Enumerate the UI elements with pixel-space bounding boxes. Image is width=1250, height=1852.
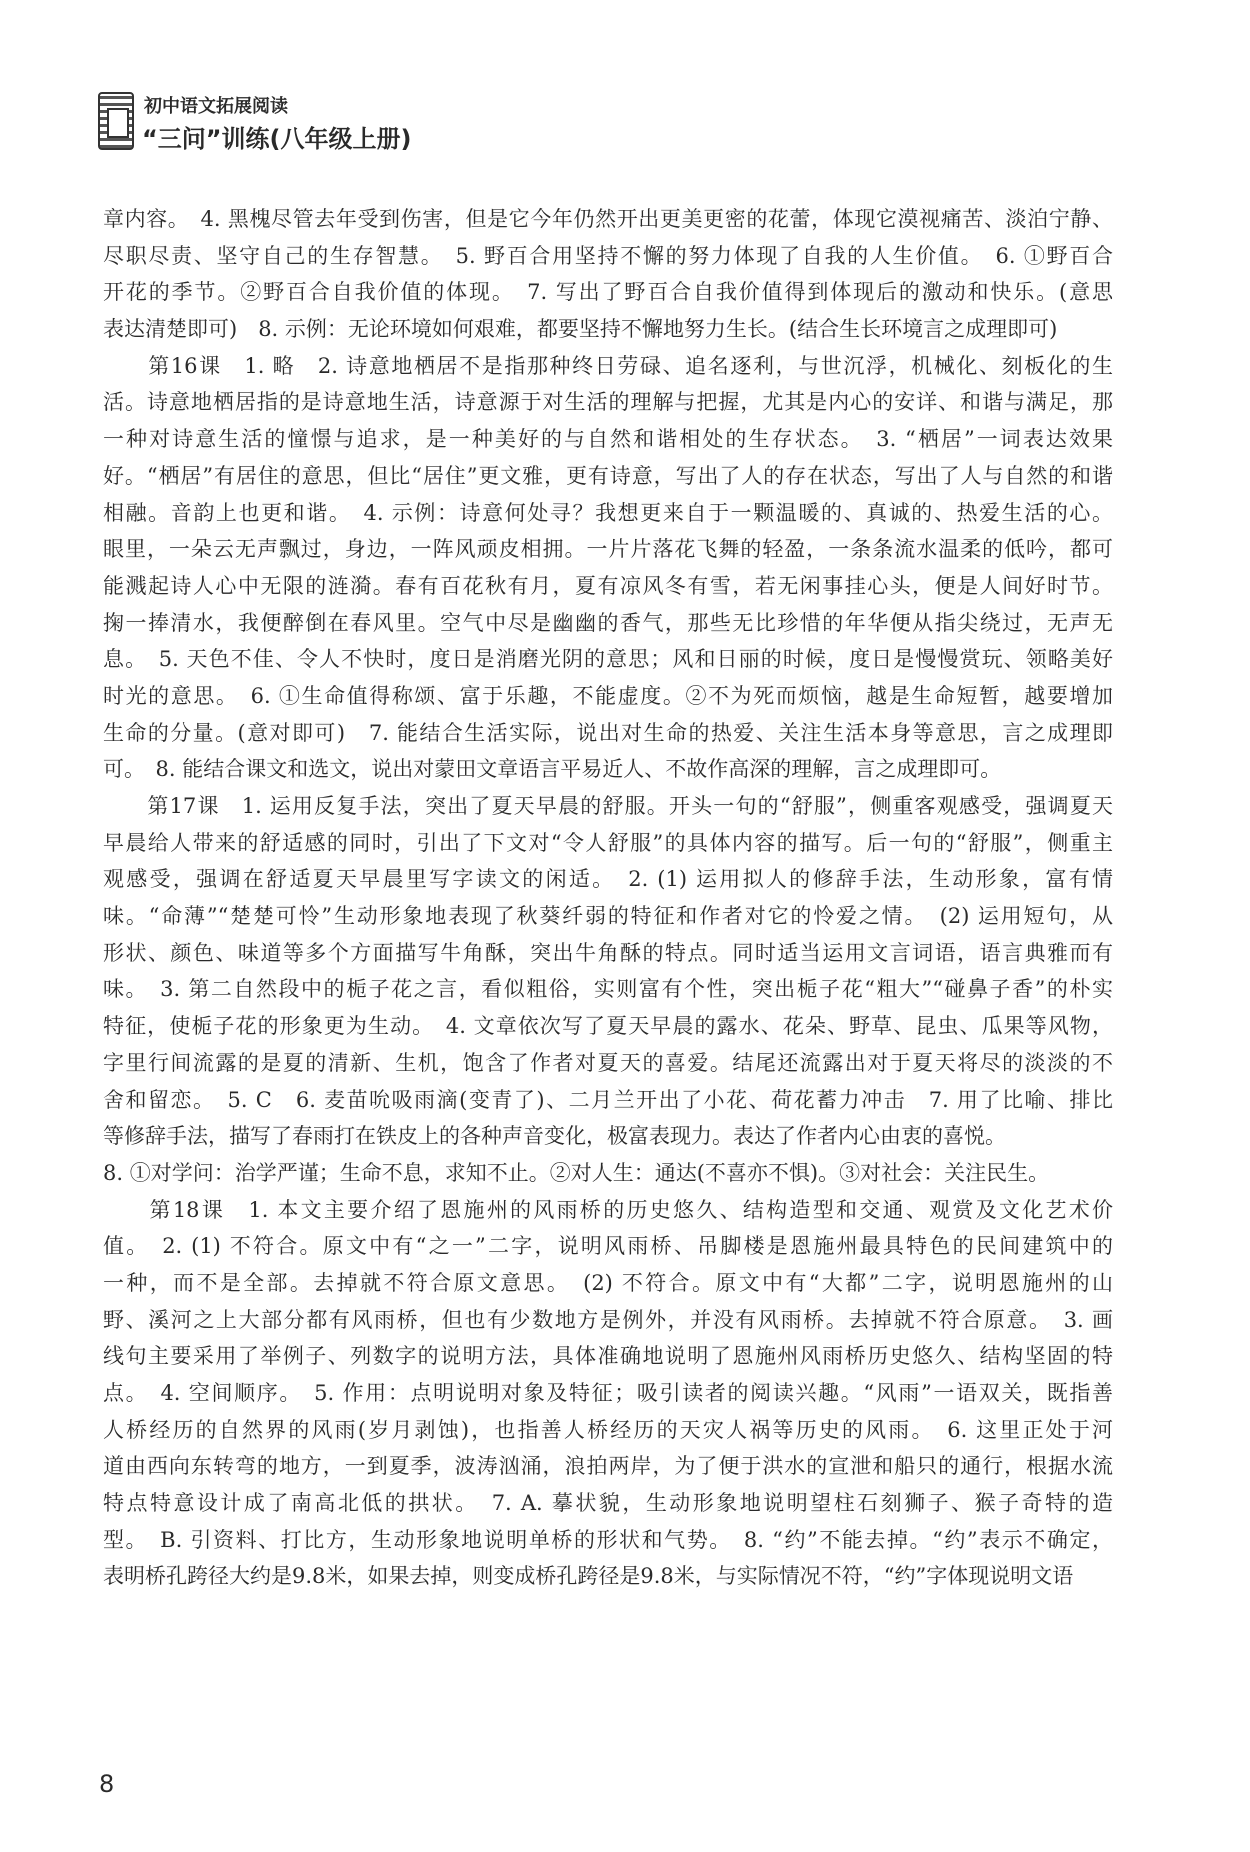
text-line: 值。 2. (1) 不符合。原文中有“之一”二字，说明风雨桥、吊脚楼是恩施州最具特色的民间建筑中的 bbox=[103, 1234, 1113, 1259]
text-line: 早晨给人带来的舒适感的同时，引出了下文对“令人舒服”的具体内容的描写。后一句的“舒服”，侧重主 bbox=[103, 830, 1113, 855]
text-line: 第16课 1. 略 2. 诗意地栖居不是指那种终日劳碌、追名逐利，与世沉浮，机械化、刻板化的生 bbox=[103, 353, 1113, 378]
text-line: 8. ①对学问：治学严谨；生命不息，求知不止。②对人生：通达(不喜亦不惧)。③对社会：关注民生。 bbox=[103, 1160, 1050, 1185]
text-line: 人桥经历的自然界的风雨(岁月剥蚀)，也指善人桥经历的天灾人祸等历史的风雨。 6. 这里正处于河 bbox=[103, 1417, 1113, 1442]
text-line: 息。 5. 天色不佳、令人不快时，度日是消磨光阴的意思；风和日丽的时候，度日是慢慢赏玩、领略美好 bbox=[103, 647, 1113, 672]
text-line: 点。 4. 空间顺序。 5. 作用：点明说明对象及特征；吸引读者的阅读兴趣。“风雨”一语双关，既指善 bbox=[103, 1381, 1113, 1405]
text-line: 味。“命薄”“楚楚可怜”生动形象地表现了秋葵纤弱的特征和作者对它的怜爱之情。 (2) 运用短句，从 bbox=[103, 904, 1113, 929]
text-line: 等修辞手法，描写了春雨打在铁皮上的各种声音变化，极富表现力。表达了作者内心由衷的喜悦。 bbox=[103, 1124, 1006, 1149]
text-line: 野、溪河之上大部分都有风雨桥，但也有少数地方是例外，并没有风雨桥。去掉就不符合原意。 3. 画 bbox=[103, 1307, 1113, 1332]
text-line: 舍和留恋。 5. C 6. 麦苗吮吸雨滴(变青了)、二月兰开出了小花、荷花蓄力冲击 7. 用了比喻、排比 bbox=[103, 1087, 1113, 1112]
text-line: 可。 8. 能结合课文和选文，说出对蒙田文章语言平易近人、不故作高深的理解，言之成理即可。 bbox=[103, 757, 1002, 782]
text-line: 特点特意设计成了南高北低的拱状。 7. A. 摹状貌，生动形象地说明望柱石刻狮子、猴子奇特的造 bbox=[103, 1491, 1113, 1516]
answer-text bbox=[103, 201, 1113, 1595]
text-line: 线句主要采用了举例子、列数字的说明方法，具体准确地说明了恩施州风雨桥历史悠久、结构坚固的特 bbox=[103, 1344, 1113, 1369]
book-title: “三问”训练(八年级上册) bbox=[142, 125, 412, 153]
text-line: 能溅起诗人心中无限的涟漪。春有百花秋有月，夏有凉风冬有雪，若无闲事挂心头，便是人间好时节。 bbox=[103, 573, 1113, 598]
text-line: 道由西向东转弯的地方，一到夏季，波涛汹涌，浪拍两岸，为了便于洪水的宣泄和船只的通行，根据水流 bbox=[103, 1454, 1113, 1479]
text-line: 时光的意思。 6. ①生命值得称颂、富于乐趣，不能虚度。②不为死而烦恼，越是生命短暂，越要增加 bbox=[103, 683, 1113, 708]
page-number: 8 bbox=[99, 1770, 115, 1798]
text-line: 味。 3. 第二自然段中的栀子花之言，看似粗俗，实则富有个性，突出栀子花“粗大”“碰鼻子香”的朴实 bbox=[103, 977, 1113, 1002]
text-line: 相融。音韵上也更和谐。 4. 示例：诗意何处寻？我想更来自于一颗温暖的、真诚的、热爱生活的心。 bbox=[103, 500, 1113, 525]
book-logo-icon bbox=[98, 92, 134, 150]
text-line: 活。诗意地栖居指的是诗意地生活，诗意源于对生活的理解与把握，尤其是内心的安详、和谐与满足，那 bbox=[103, 390, 1113, 415]
text-line: 表达清楚即可) 8. 示例：无论环境如何艰难，都要坚持不懈地努力生长。(结合生长环境言之成理即可) bbox=[103, 317, 1058, 342]
text-line: 字里行间流露的是夏的清新、生机，饱含了作者对夏天的喜爱。结尾还流露出对于夏天将尽的淡淡的不 bbox=[103, 1050, 1113, 1075]
text-line: 第17课 1. 运用反复手法，突出了夏天早晨的舒服。开头一句的“舒服”，侧重客观感受，强调夏天 bbox=[103, 794, 1113, 818]
text-line: 表明桥孔跨径大约是9.8米，如果去掉，则变成桥孔跨径是9.8米，与实际情况不符，“约”字体现说明文语 bbox=[103, 1564, 1074, 1589]
text-line: 掬一捧清水，我便醉倒在春风里。空气中尽是幽幽的香气，那些无比珍惜的年华便从指尖绕过，无声无 bbox=[103, 610, 1113, 635]
text-line: 特征，使栀子花的形象更为生动。 4. 文章依次写了夏天早晨的露水、花朵、野草、昆虫、瓜果等风物， bbox=[103, 1014, 1113, 1039]
series-title: 初中语文拓展阅读 bbox=[144, 96, 288, 117]
text-line: 眼里，一朵云无声飘过，身边，一阵风顽皮相拥。一片片落花飞舞的轻盈，一条条流水温柔的低吟，都可 bbox=[103, 537, 1113, 562]
text-line: 生命的分量。(意对即可) 7. 能结合生活实际，说出对生命的热爱、关注生活本身等意思，言之成理即 bbox=[103, 720, 1113, 745]
text-line: 型。 B. 引资料、打比方，生动形象地说明单桥的形状和气势。 8. “约”不能去掉。“约”表示不确定， bbox=[103, 1527, 1113, 1552]
text-line: 形状、颜色、味道等多个方面描写牛角酥，突出牛角酥的特点。同时适当运用文言词语，语言典雅而有 bbox=[103, 940, 1113, 965]
text-line: 尽职尽责、坚守自己的生存智慧。 5. 野百合用坚持不懈的努力体现了自我的人生价值。 6. ①野百合 bbox=[103, 243, 1113, 268]
text-line: 好。“栖居”有居住的意思，但比“居住”更文雅，更有诗意，写出了人的存在状态，写出了人与自然的和谐 bbox=[103, 463, 1113, 488]
text-line: 一种对诗意生活的憧憬与追求，是一种美好的与自然和谐相处的生存状态。 3. “栖居”一词表达效果 bbox=[103, 427, 1113, 452]
text-line: 章内容。 4. 黑槐尽管去年受到伤害，但是它今年仍然开出更美更密的花蕾，体现它漠视痛苦、淡泊宁静、 bbox=[103, 207, 1113, 231]
text-line: 观感受，强调在舒适夏天早晨里写字读文的闲适。 2. (1) 运用拟人的修辞手法，生动形象，富有情 bbox=[103, 867, 1113, 892]
text-line: 一种，而不是全部。去掉就不符合原文意思。 (2) 不符合。原文中有“大都”二字，说明恩施州的山 bbox=[103, 1270, 1113, 1295]
text-line: 开花的季节。②野百合自我价值的体现。 7. 写出了野百合自我价值得到体现后的激动和快乐。(意思 bbox=[103, 280, 1113, 305]
text-line: 第18课 1. 本文主要介绍了恩施州的风雨桥的历史悠久、结构造型和交通、观赏及文化艺术价 bbox=[103, 1197, 1113, 1222]
